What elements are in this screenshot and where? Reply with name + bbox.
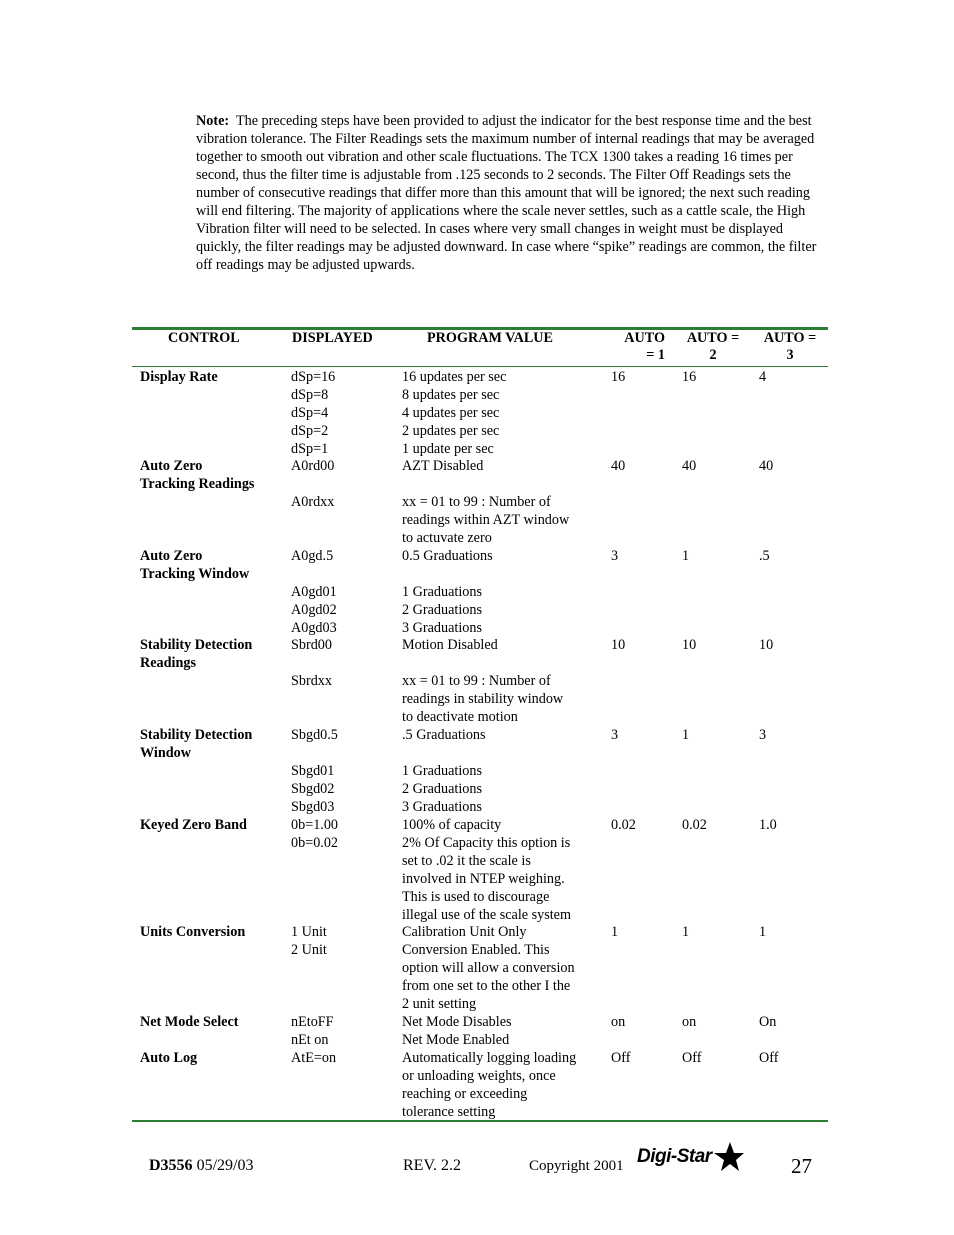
program-value-cell [402,816,602,924]
program-value-cell-line: reaching or exceeding [402,1086,528,1102]
program-value-cell-line: .5 Graduations [402,727,486,743]
auto-3-cell [759,923,819,941]
auto-3-cell-line: 10 [759,637,774,653]
displayed-cell-line: A0rd00 [291,458,335,474]
auto-2-cell [682,1013,742,1031]
auto-3-cell-line: 40 [759,458,774,474]
auto-3-cell [759,726,819,744]
program-value-cell-line: 1 Graduations [402,763,482,779]
auto-1-cell [611,636,671,654]
footer-copyright: Copyright 2001 [529,1158,624,1174]
footer-doc-number: D3556 [149,1157,193,1174]
auto-2-cell-line: 40 [682,458,697,474]
control-cell-line: Readings [140,655,196,671]
header-auto-3-line2: 3 [786,347,794,363]
auto-2-cell-line: on [682,1014,697,1030]
auto-2-cell [682,457,742,475]
header-auto-1-line2: = 1 [646,347,665,363]
program-value-cell-line: xx = 01 to 99 : Number of [402,673,551,689]
auto-3-cell-line: Off [759,1050,779,1066]
program-value-cell-line: 0.5 Graduations [402,548,493,564]
auto-3-cell [759,1049,819,1067]
program-value-cell [402,1013,602,1049]
program-value-cell-line: 1 update per sec [402,441,494,457]
page-number: 27 [791,1154,812,1178]
header-auto-3-line1: AUTO = [763,330,817,346]
control-cell-line: Net Mode Select [140,1014,239,1030]
displayed-cell-line: Sbgd01 [291,763,335,779]
displayed-cell-line: Sbgd0.5 [291,727,338,743]
displayed-cell-line: nEtoFF [291,1014,334,1030]
program-value-cell-line: 2 Graduations [402,781,482,797]
header-auto-3 [759,330,821,364]
auto-1-cell-line: 10 [611,637,626,653]
program-value-cell [402,493,602,547]
program-value-cell-line: illegal use of the scale system [402,907,572,923]
auto-2-cell-line: 10 [682,637,697,653]
footer-revision: REV. 2.2 [403,1157,461,1174]
table-header-rule [132,366,828,367]
auto-3-cell [759,1013,819,1031]
auto-3-cell-line: On [759,1014,777,1030]
program-value-cell-line: Motion Disabled [402,637,498,653]
program-value-cell [402,923,602,1013]
auto-2-cell [682,726,742,744]
auto-3-cell [759,457,819,475]
program-value-cell-line: tolerance setting [402,1104,496,1120]
displayed-cell-line: dSp=2 [291,423,329,439]
program-value-cell [402,636,602,654]
star-icon [712,1142,744,1172]
program-value-cell [402,457,602,475]
program-value-cell [402,583,602,637]
displayed-cell [291,816,401,852]
program-value-cell-line: 2 unit setting [402,996,477,1012]
header-control: CONTROL [168,330,240,346]
control-cell-line: Tracking Window [140,566,250,582]
auto-1-cell [611,547,671,565]
displayed-cell [291,726,401,744]
program-value-cell [402,726,602,744]
note-text: The preceding steps have been provided to adjust the indicator for the best response time and the best vibration tolerance. The Filter Readings sets the maximum number of internal readings that may be averaged together to smooth out vibration and other scale fluctuations. The TCX 1300 takes a reading 16 times per second, thus the filter time is adjustable from .125 seconds to 2 seconds. The Filter Off Readings sets the number of consecutive readings that differ more than this amount that will be ignored; the next such reading will end filtering. The majority of applications where the scale never settles, such as a cattle scale, the High Vibration filter will need to be selected. In cases where very small changes in weight must be displayed quickly, the filter readings may be adjusted downward. In case where “spike” readings are common, the filter off readings may be adjusted upwards. [196,113,817,273]
displayed-cell [291,636,401,654]
displayed-cell-line: A0gd02 [291,602,337,618]
program-value-cell-line: Conversion Enabled. This [402,942,550,958]
displayed-cell-line: Sbgd02 [291,781,335,797]
auto-2-cell-line: 1 [682,548,690,564]
program-value-cell [402,547,602,565]
displayed-cell-line: dSp=1 [291,441,329,457]
auto-1-cell [611,457,671,475]
displayed-cell-line: Sbrd00 [291,637,332,653]
control-cell-line: Stability Detection [140,727,253,743]
auto-2-cell-line: 1 [682,727,690,743]
footer-doc-id [149,1155,253,1177]
displayed-cell-line: 2 Unit [291,942,327,958]
program-value-cell-line: 2 updates per sec [402,423,500,439]
displayed-cell [291,1013,401,1049]
displayed-cell-line: dSp=16 [291,369,336,385]
control-cell-line: Stability Detection [140,637,253,653]
auto-2-cell-line: Off [682,1050,702,1066]
program-value-cell-line: to actuvate zero [402,530,492,546]
program-value-cell-line: 2% Of Capacity this option is [402,835,571,851]
auto-3-cell [759,816,819,834]
control-cell-line: Auto Zero [140,458,203,474]
control-cell [140,368,290,386]
digi-star-logo [637,1142,744,1172]
header-auto-1-line1: AUTO [624,330,665,346]
auto-1-cell [611,923,671,941]
auto-2-cell [682,636,742,654]
program-value-cell-line: to deactivate motion [402,709,518,725]
program-value-cell-line: 3 Graduations [402,620,482,636]
auto-3-cell-line: 4 [759,369,767,385]
program-value-cell [402,762,602,816]
control-cell [140,1013,290,1031]
auto-1-cell-line: 16 [611,369,626,385]
program-value-cell-line: 16 updates per sec [402,369,507,385]
displayed-cell-line: A0gd01 [291,584,337,600]
program-value-cell-line: Calibration Unit Only [402,924,527,940]
auto-1-cell [611,1049,671,1067]
program-value-cell-line: 4 updates per sec [402,405,500,421]
auto-2-cell [682,923,742,941]
auto-2-cell-line: 0.02 [682,817,707,833]
logo-wordmark: Digi-Star [637,1146,712,1167]
program-value-cell-line: 3 Graduations [402,799,482,815]
program-value-cell [402,368,602,458]
control-cell [140,1049,290,1067]
program-value-cell-line: xx = 01 to 99 : Number of [402,494,551,510]
displayed-cell [291,583,401,637]
control-cell [140,457,290,493]
auto-3-cell [759,636,819,654]
control-cell-line: Auto Log [140,1050,198,1066]
control-cell [140,816,290,834]
note-paragraph [196,112,818,274]
auto-3-cell-line: 1.0 [759,817,777,833]
auto-1-cell-line: 40 [611,458,626,474]
auto-2-cell [682,547,742,565]
displayed-cell [291,547,401,565]
program-value-cell-line: readings in stability window [402,691,564,707]
header-displayed: DISPLAYED [292,330,373,346]
program-value-cell-line: Automatically logging loading [402,1050,577,1066]
header-auto-2 [682,330,744,364]
displayed-cell [291,368,401,458]
displayed-cell [291,457,401,475]
auto-1-cell-line: 3 [611,727,619,743]
auto-3-cell [759,547,819,565]
displayed-cell-line: A0gd03 [291,620,337,636]
auto-2-cell [682,368,742,386]
displayed-cell-line: dSp=4 [291,405,329,421]
auto-1-cell-line: Off [611,1050,631,1066]
control-cell-line: Keyed Zero Band [140,817,247,833]
auto-2-cell [682,816,742,834]
displayed-cell-line: nEt on [291,1032,329,1048]
control-cell-line: Display Rate [140,369,218,385]
displayed-cell-line: Sbrdxx [291,673,332,689]
auto-1-cell-line: 1 [611,924,619,940]
auto-3-cell [759,368,819,386]
program-value-cell-line: or unloading weights, once [402,1068,556,1084]
footer-date: 05/29/03 [196,1157,254,1174]
program-value-cell-line: This is used to discourage [402,889,550,905]
auto-3-cell-line: .5 [759,548,770,564]
program-value-cell-line: involved in NTEP weighing. [402,871,565,887]
control-cell-line: Window [140,745,191,761]
control-cell-line: Auto Zero [140,548,203,564]
auto-2-cell [682,1049,742,1067]
program-value-cell-line: Net Mode Disables [402,1014,512,1030]
displayed-cell-line: 1 Unit [291,924,327,940]
control-cell [140,923,290,941]
program-value-cell-line: readings within AZT window [402,512,570,528]
auto-2-cell-line: 16 [682,369,697,385]
displayed-cell-line: Sbgd03 [291,799,335,815]
table-bottom-rule [132,1120,828,1122]
program-value-cell-line: option will allow a conversion [402,960,575,976]
control-cell [140,726,290,762]
program-value-cell-line: Net Mode Enabled [402,1032,510,1048]
control-cell [140,636,290,672]
program-value-cell-line: 2 Graduations [402,602,482,618]
program-value-cell [402,672,602,726]
auto-2-cell-line: 1 [682,924,690,940]
program-value-cell-line: AZT Disabled [402,458,484,474]
header-auto-1 [611,330,665,364]
displayed-cell [291,493,401,511]
displayed-cell-line: 0b=0.02 [291,835,339,851]
header-program-value: PROGRAM VALUE [427,330,553,346]
auto-3-cell-line: 3 [759,727,767,743]
note-label: Note: [196,113,230,129]
displayed-cell-line: 0b=1.00 [291,817,339,833]
displayed-cell [291,1049,401,1067]
auto-1-cell [611,368,671,386]
header-auto-2-line2: 2 [709,347,717,363]
program-value-cell-line: 1 Graduations [402,584,482,600]
auto-1-cell-line: 3 [611,548,619,564]
auto-1-cell [611,726,671,744]
header-auto-2-line1: AUTO = [686,330,740,346]
displayed-cell-line: A0rdxx [291,494,335,510]
auto-1-cell-line: 0.02 [611,817,636,833]
auto-1-cell [611,816,671,834]
displayed-cell [291,923,401,959]
auto-3-cell-line: 1 [759,924,767,940]
displayed-cell [291,672,401,690]
control-cell [140,547,290,583]
program-value-cell-line: from one set to the other I the [402,978,571,994]
displayed-cell-line: dSp=8 [291,387,329,403]
control-cell-line: Units Conversion [140,924,246,940]
program-value-cell-line: 100% of capacity [402,817,502,833]
displayed-cell-line: AtE=on [291,1050,337,1066]
displayed-cell-line: A0gd.5 [291,548,334,564]
control-cell-line: Tracking Readings [140,476,255,492]
auto-1-cell [611,1013,671,1031]
program-value-cell [402,1049,602,1121]
program-value-cell-line: 8 updates per sec [402,387,500,403]
auto-1-cell-line: on [611,1014,626,1030]
program-value-cell-line: set to .02 it the scale is [402,853,531,869]
displayed-cell [291,762,401,816]
